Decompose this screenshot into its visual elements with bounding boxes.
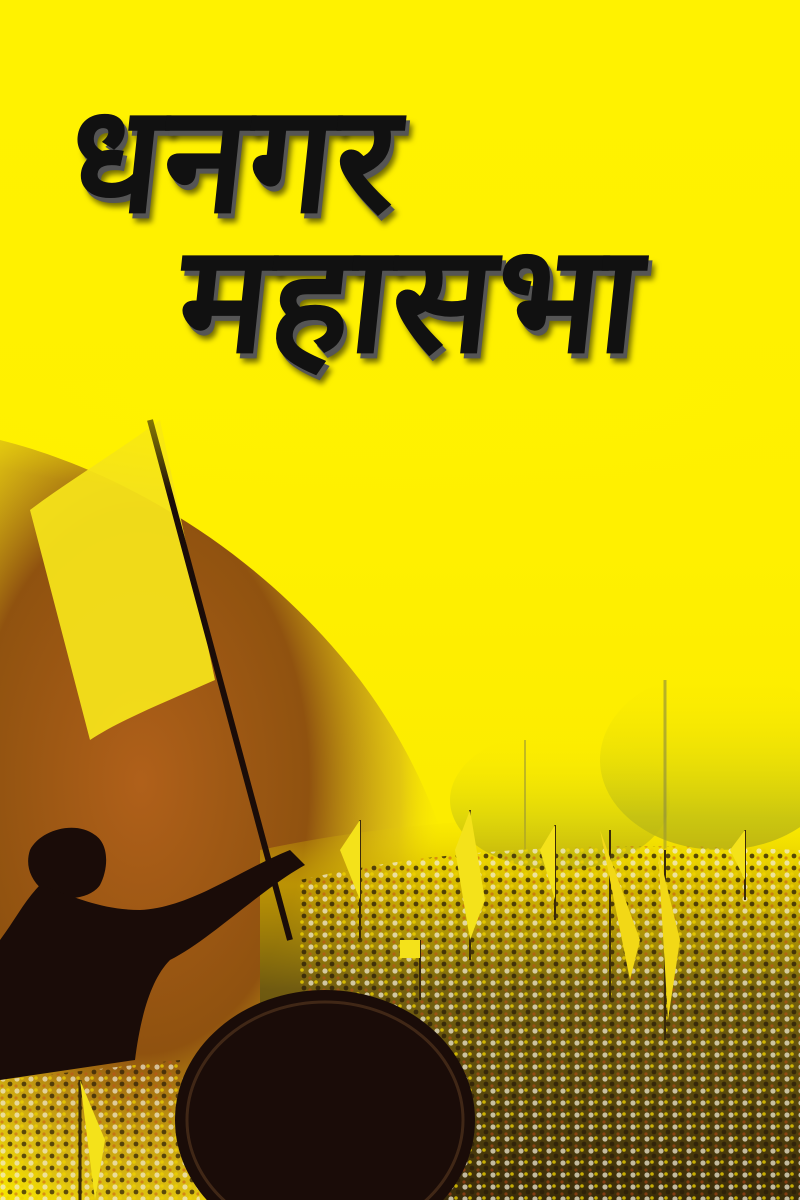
top-fade <box>0 380 800 560</box>
rally-scene <box>0 380 800 1200</box>
title-line-2: महासभा <box>170 213 652 387</box>
rally-illustration <box>0 380 800 1200</box>
title-line-1: धनगर <box>60 73 409 247</box>
poster-title <box>0 0 800 400</box>
